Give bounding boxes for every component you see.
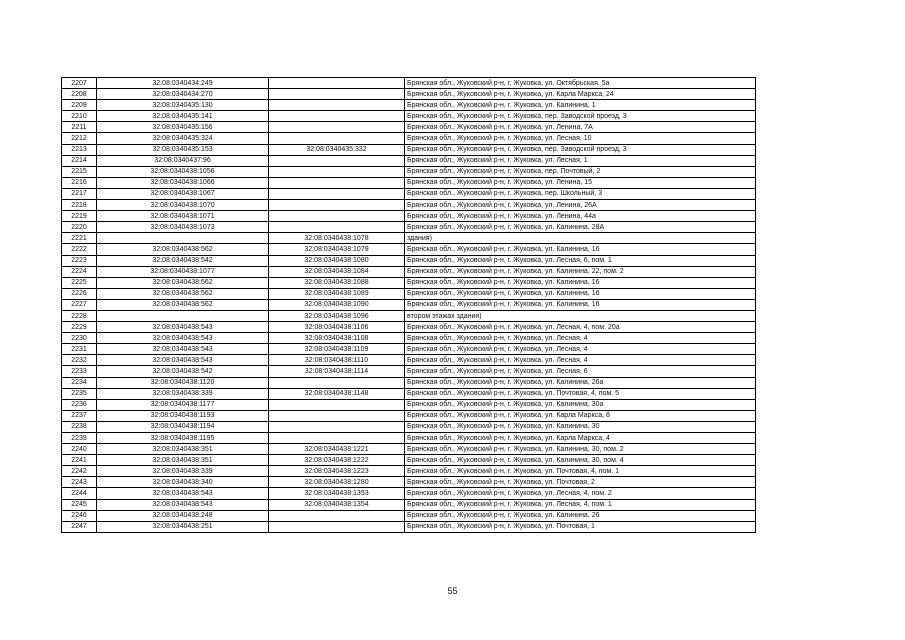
land-cadastral-cell: 32:08:0340438:543 — [97, 499, 269, 510]
object-cadastral-cell — [269, 122, 405, 133]
page-number: 55 — [447, 586, 458, 596]
row-number-cell: 2212 — [62, 133, 97, 144]
land-cadastral-cell: 32:08:0340438:1120 — [97, 377, 269, 388]
table-row — [62, 344, 756, 355]
address-cell: Брянская обл., Жуковский р-н, г. Жуковка, пер. Заводской проезд, 3 — [405, 144, 756, 155]
address-cell: Брянская обл., Жуковский р-н, г. Жуковка, ул. Карла Маркса, 4 — [405, 433, 756, 444]
row-number-cell: 2244 — [62, 488, 97, 499]
address-cell: Брянская обл., Жуковский р-н, г. Жуковка, ул. Почтовая, 1 — [405, 521, 756, 532]
land-cadastral-cell: 32:08:0340438:543 — [97, 344, 269, 355]
table-row — [62, 333, 756, 344]
address-cell: Брянская обл., Жуковский р-н, г. Жуковка, ул. Лесная, 6, пом. 1 — [405, 255, 756, 266]
table-row — [62, 322, 756, 333]
table-row — [62, 510, 756, 521]
land-cadastral-cell: 32:08:0340435:130 — [97, 100, 269, 111]
object-cadastral-cell: 32:08:0340438:1280 — [269, 477, 405, 488]
object-cadastral-cell: 32:08:0340438:1114 — [269, 366, 405, 377]
address-cell: Брянская обл., Жуковский р-н, г. Жуковка, ул. Ленина, 44а — [405, 211, 756, 222]
land-cadastral-cell: 32:08:0340435:324 — [97, 133, 269, 144]
object-cadastral-cell — [269, 111, 405, 122]
table-row — [62, 477, 756, 488]
object-cadastral-cell: 32:08:0340438:1148 — [269, 388, 405, 399]
object-cadastral-cell — [269, 89, 405, 100]
object-cadastral-cell: 32:08:0340438:1090 — [269, 299, 405, 310]
address-cell: втором этажах здания) — [405, 310, 756, 321]
table-row — [62, 288, 756, 299]
object-cadastral-cell: 32:08:0340438:1080 — [269, 255, 405, 266]
table-row — [62, 222, 756, 233]
row-number-cell: 2220 — [62, 222, 97, 233]
address-cell: Брянская обл., Жуковский р-н, г. Жуковка, ул. Калинина, 16 — [405, 288, 756, 299]
object-cadastral-cell — [269, 222, 405, 233]
object-cadastral-cell: 32:08:0340438:1353 — [269, 488, 405, 499]
address-cell: Брянская обл., Жуковский р-н, г. Жуковка, ул. Ленина, 15 — [405, 177, 756, 188]
land-cadastral-cell: 32:08:0340438:562 — [97, 288, 269, 299]
address-cell: Брянская обл., Жуковский р-н, г. Жуковка, ул. Калинина, 16 — [405, 244, 756, 255]
row-number-cell: 2239 — [62, 433, 97, 444]
object-cadastral-cell: 32:08:0340438:1096 — [269, 310, 405, 321]
land-cadastral-cell: 32:08:0340438:1177 — [97, 399, 269, 410]
land-cadastral-cell: 32:08:0340438:562 — [97, 244, 269, 255]
table-row — [62, 78, 756, 89]
row-number-cell: 2242 — [62, 466, 97, 477]
land-cadastral-cell: 32:08:0340438:543 — [97, 322, 269, 333]
table-row — [62, 277, 756, 288]
object-cadastral-cell: 32:08:0340438:1078 — [269, 233, 405, 244]
table-row — [62, 100, 756, 111]
address-cell: Брянская обл., Жуковский р-н, г. Жуковка, ул. Почтовая, 4, пом. 1 — [405, 466, 756, 477]
row-number-cell: 2211 — [62, 122, 97, 133]
land-cadastral-cell: 32:08:0340438:1067 — [97, 188, 269, 199]
object-cadastral-cell: 32:08:0340438:1354 — [269, 499, 405, 510]
land-cadastral-cell: 32:08:0340438:1071 — [97, 211, 269, 222]
object-cadastral-cell — [269, 399, 405, 410]
table-row — [62, 455, 756, 466]
object-cadastral-cell: 32:08:0340435:332 — [269, 144, 405, 155]
object-cadastral-cell: 32:08:0340438:1079 — [269, 244, 405, 255]
row-number-cell: 2228 — [62, 310, 97, 321]
address-cell: Брянская обл., Жуковский р-н, г. Жуковка, ул. Лесная, 4 — [405, 355, 756, 366]
row-number-cell: 2223 — [62, 255, 97, 266]
row-number-cell: 2247 — [62, 521, 97, 532]
object-cadastral-cell — [269, 211, 405, 222]
address-cell: Брянская обл., Жуковский р-н, г. Жуковка, ул. Калинина, 30 — [405, 421, 756, 432]
table-row — [62, 299, 756, 310]
row-number-cell: 2214 — [62, 155, 97, 166]
address-cell: Брянская обл., Жуковский р-н, г. Жуковка, ул. Калинина, 22, пом. 2 — [405, 266, 756, 277]
land-cadastral-cell: 32:08:0340435:153 — [97, 144, 269, 155]
address-cell: Брянская обл., Жуковский р-н, г. Жуковка, ул. Калинина, 16 — [405, 277, 756, 288]
row-number-cell: 2219 — [62, 211, 97, 222]
land-cadastral-cell: 32:08:0340438:1194 — [97, 421, 269, 432]
object-cadastral-cell — [269, 188, 405, 199]
registry-table-container — [61, 77, 755, 533]
table-row — [62, 233, 756, 244]
row-number-cell: 2245 — [62, 499, 97, 510]
row-number-cell: 2215 — [62, 166, 97, 177]
table-row — [62, 410, 756, 421]
address-cell: здания) — [405, 233, 756, 244]
land-cadastral-cell — [97, 310, 269, 321]
table-row — [62, 310, 756, 321]
row-number-cell: 2218 — [62, 200, 97, 211]
land-cadastral-cell: 32:08:0340438:562 — [97, 299, 269, 310]
land-cadastral-cell: 32:08:0340438:1073 — [97, 222, 269, 233]
table-row — [62, 200, 756, 211]
land-cadastral-cell — [97, 233, 269, 244]
land-cadastral-cell: 32:08:0340434:270 — [97, 89, 269, 100]
address-cell: Брянская обл., Жуковский р-н, г. Жуковка, ул. Калинина, 26а — [405, 377, 756, 388]
object-cadastral-cell: 32:08:0340438:1084 — [269, 266, 405, 277]
object-cadastral-cell — [269, 166, 405, 177]
object-cadastral-cell — [269, 433, 405, 444]
address-cell: Брянская обл., Жуковский р-н, г. Жуковка, ул. Лесная, 4 — [405, 344, 756, 355]
table-row — [62, 211, 756, 222]
table-row — [62, 377, 756, 388]
table-row — [62, 89, 756, 100]
row-number-cell: 2231 — [62, 344, 97, 355]
table-row — [62, 488, 756, 499]
address-cell: Брянская обл., Жуковский р-н, г. Жуковка, ул. Лесная, 4, пом. 20а — [405, 322, 756, 333]
land-cadastral-cell: 32:08:0340438:1056 — [97, 166, 269, 177]
row-number-cell: 2233 — [62, 366, 97, 377]
address-cell: Брянская обл., Жуковский р-н, г. Жуковка, ул. Ленина, 26А — [405, 200, 756, 211]
object-cadastral-cell — [269, 78, 405, 89]
land-cadastral-cell: 32:08:0340438:351 — [97, 444, 269, 455]
table-row — [62, 388, 756, 399]
object-cadastral-cell: 32:08:0340438:1108 — [269, 333, 405, 344]
row-number-cell: 2241 — [62, 455, 97, 466]
table-row — [62, 177, 756, 188]
table-row — [62, 244, 756, 255]
address-cell: Брянская обл., Жуковский р-н, г. Жуковка, пер. Почтовый, 2 — [405, 166, 756, 177]
address-cell: Брянская обл., Жуковский р-н, г. Жуковка, пер. Школьный, 3 — [405, 188, 756, 199]
land-cadastral-cell: 32:08:0340438:1066 — [97, 177, 269, 188]
row-number-cell: 2236 — [62, 399, 97, 410]
land-cadastral-cell: 32:08:0340438:542 — [97, 255, 269, 266]
object-cadastral-cell — [269, 177, 405, 188]
address-cell: Брянская обл., Жуковский р-н, г. Жуковка, ул. Почтовая, 4, пом. 5 — [405, 388, 756, 399]
object-cadastral-cell — [269, 421, 405, 432]
address-cell: Брянская обл., Жуковский р-н, г. Жуковка, ул. Карла Маркса, 8 — [405, 410, 756, 421]
table-row — [62, 421, 756, 432]
object-cadastral-cell: 32:08:0340438:1106 — [269, 322, 405, 333]
table-row — [62, 111, 756, 122]
table-row — [62, 144, 756, 155]
table-row — [62, 444, 756, 455]
row-number-cell: 2207 — [62, 78, 97, 89]
land-cadastral-cell: 32:08:0340438:351 — [97, 455, 269, 466]
row-number-cell: 2230 — [62, 333, 97, 344]
object-cadastral-cell — [269, 410, 405, 421]
row-number-cell: 2240 — [62, 444, 97, 455]
address-cell: Брянская обл., Жуковский р-н, г. Жуковка, ул. Калинина, 16 — [405, 299, 756, 310]
address-cell: Брянская обл., Жуковский р-н, г. Жуковка, ул. Октябрьская, 5а — [405, 78, 756, 89]
object-cadastral-cell — [269, 155, 405, 166]
row-number-cell: 2226 — [62, 288, 97, 299]
address-cell: Брянская обл., Жуковский р-н, г. Жуковка, ул. Калинина, 30, пом. 4 — [405, 455, 756, 466]
table-row — [62, 188, 756, 199]
object-cadastral-cell: 32:08:0340438:1222 — [269, 455, 405, 466]
land-cadastral-cell: 32:08:0340438:248 — [97, 510, 269, 521]
object-cadastral-cell — [269, 377, 405, 388]
address-cell: Брянская обл., Жуковский р-н, г. Жуковка, ул. Лесная, 4 — [405, 333, 756, 344]
land-cadastral-cell: 32:08:0340437:96 — [97, 155, 269, 166]
table-row — [62, 433, 756, 444]
object-cadastral-cell: 32:08:0340438:1109 — [269, 344, 405, 355]
registry-table — [61, 77, 756, 533]
land-cadastral-cell: 32:08:0340438:543 — [97, 333, 269, 344]
land-cadastral-cell: 32:08:0340438:542 — [97, 366, 269, 377]
row-number-cell: 2225 — [62, 277, 97, 288]
table-row — [62, 399, 756, 410]
land-cadastral-cell: 32:08:0340438:339 — [97, 466, 269, 477]
object-cadastral-cell: 32:08:0340438:1110 — [269, 355, 405, 366]
land-cadastral-cell: 32:08:0340438:543 — [97, 355, 269, 366]
table-row — [62, 155, 756, 166]
row-number-cell: 2216 — [62, 177, 97, 188]
table-row — [62, 499, 756, 510]
land-cadastral-cell: 32:08:0340438:339 — [97, 388, 269, 399]
address-cell: Брянская обл., Жуковский р-н, г. Жуковка, ул. Карла Маркса, 24 — [405, 89, 756, 100]
row-number-cell: 2227 — [62, 299, 97, 310]
address-cell: Брянская обл., Жуковский р-н, г. Жуковка, пер. Заводской проезд, 3 — [405, 111, 756, 122]
row-number-cell: 2238 — [62, 421, 97, 432]
address-cell: Брянская обл., Жуковский р-н, г. Жуковка, ул. Ленина, 7А — [405, 122, 756, 133]
address-cell: Брянская обл., Жуковский р-н, г. Жуковка, ул. Калинина, 26 — [405, 510, 756, 521]
table-row — [62, 366, 756, 377]
land-cadastral-cell: 32:08:0340438:1077 — [97, 266, 269, 277]
table-row — [62, 521, 756, 532]
row-number-cell: 2235 — [62, 388, 97, 399]
table-row — [62, 466, 756, 477]
object-cadastral-cell: 32:08:0340438:1223 — [269, 466, 405, 477]
row-number-cell: 2232 — [62, 355, 97, 366]
row-number-cell: 2243 — [62, 477, 97, 488]
table-body — [62, 78, 756, 533]
address-cell: Брянская обл., Жуковский р-н, г. Жуковка, ул. Лесная, 6 — [405, 366, 756, 377]
land-cadastral-cell: 32:08:0340435:141 — [97, 111, 269, 122]
row-number-cell: 2213 — [62, 144, 97, 155]
land-cadastral-cell: 32:08:0340438:1193 — [97, 410, 269, 421]
row-number-cell: 2237 — [62, 410, 97, 421]
land-cadastral-cell: 32:08:0340438:562 — [97, 277, 269, 288]
address-cell: Брянская обл., Жуковский р-н, г. Жуковка, ул. Калинина, 28А — [405, 222, 756, 233]
object-cadastral-cell: 32:08:0340438:1089 — [269, 288, 405, 299]
land-cadastral-cell: 32:08:0340438:1195 — [97, 433, 269, 444]
row-number-cell: 2210 — [62, 111, 97, 122]
address-cell: Брянская обл., Жуковский р-н, г. Жуковка, ул. Почтовая, 2 — [405, 477, 756, 488]
row-number-cell: 2224 — [62, 266, 97, 277]
address-cell: Брянская обл., Жуковский р-н, г. Жуковка, ул. Калинина, 1 — [405, 100, 756, 111]
row-number-cell: 2217 — [62, 188, 97, 199]
land-cadastral-cell: 32:08:0340438:340 — [97, 477, 269, 488]
object-cadastral-cell — [269, 510, 405, 521]
object-cadastral-cell — [269, 200, 405, 211]
row-number-cell: 2209 — [62, 100, 97, 111]
address-cell: Брянская обл., Жуковский р-н, г. Жуковка, ул. Лесная, 10 — [405, 133, 756, 144]
land-cadastral-cell: 32:08:0340434:249 — [97, 78, 269, 89]
row-number-cell: 2221 — [62, 233, 97, 244]
row-number-cell: 2208 — [62, 89, 97, 100]
table-row — [62, 122, 756, 133]
table-row — [62, 266, 756, 277]
table-row — [62, 166, 756, 177]
land-cadastral-cell: 32:08:0340438:251 — [97, 521, 269, 532]
object-cadastral-cell: 32:08:0340438:1088 — [269, 277, 405, 288]
row-number-cell: 2246 — [62, 510, 97, 521]
land-cadastral-cell: 32:08:0340438:1070 — [97, 200, 269, 211]
land-cadastral-cell: 32:08:0340435:156 — [97, 122, 269, 133]
row-number-cell: 2229 — [62, 322, 97, 333]
object-cadastral-cell — [269, 521, 405, 532]
object-cadastral-cell: 32:08:0340438:1221 — [269, 444, 405, 455]
address-cell: Брянская обл., Жуковский р-н, г. Жуковка, ул. Лесная, 4, пом. 1 — [405, 499, 756, 510]
address-cell: Брянская обл., Жуковский р-н, г. Жуковка, ул. Калинина, 30а — [405, 399, 756, 410]
address-cell: Брянская обл., Жуковский р-н, г. Жуковка, ул. Лесная, 1 — [405, 155, 756, 166]
table-row — [62, 133, 756, 144]
object-cadastral-cell — [269, 100, 405, 111]
address-cell: Брянская обл., Жуковский р-н, г. Жуковка, ул. Лесная, 4, пом. 2 — [405, 488, 756, 499]
table-row — [62, 355, 756, 366]
land-cadastral-cell: 32:08:0340438:543 — [97, 488, 269, 499]
table-row — [62, 255, 756, 266]
row-number-cell: 2234 — [62, 377, 97, 388]
address-cell: Брянская обл., Жуковский р-н, г. Жуковка, ул. Калинина, 30, пом. 2 — [405, 444, 756, 455]
object-cadastral-cell — [269, 133, 405, 144]
row-number-cell: 2222 — [62, 244, 97, 255]
